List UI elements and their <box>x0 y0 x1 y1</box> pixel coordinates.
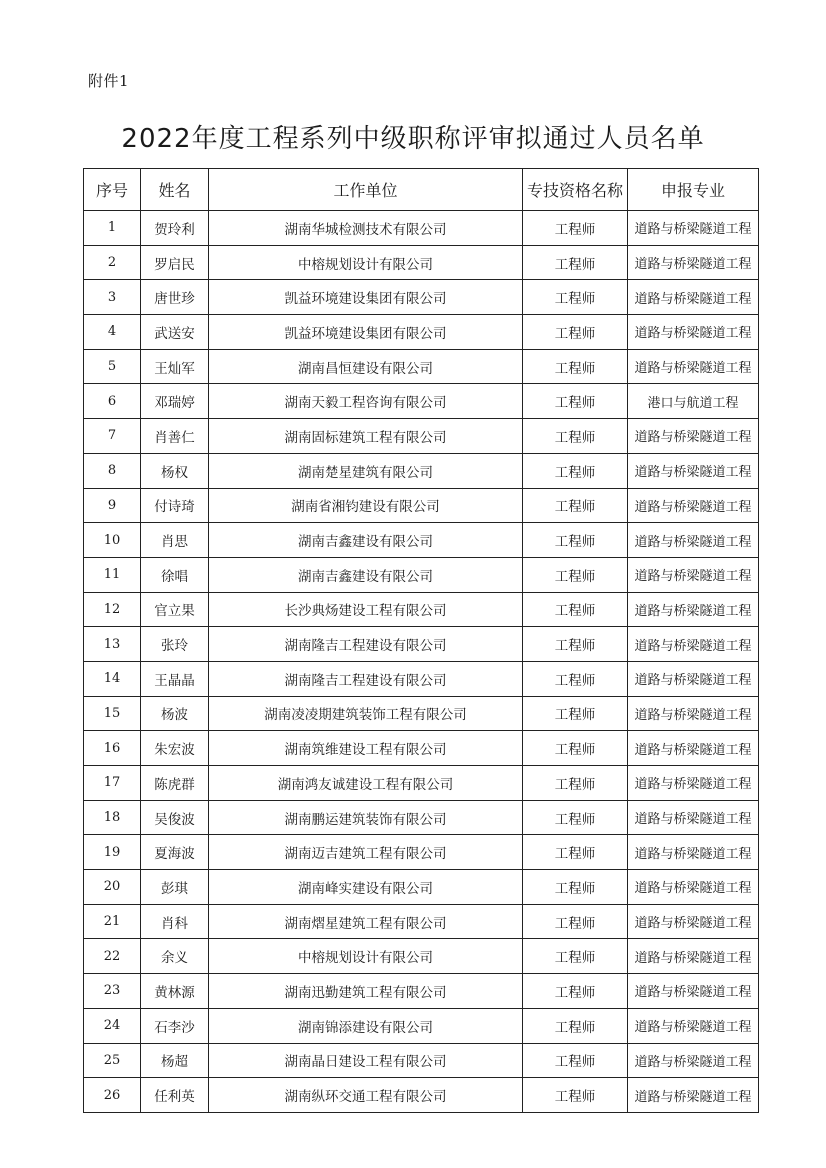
table-row <box>84 280 759 315</box>
cell-specialty: 道路与桥梁隧道工程 <box>628 766 759 801</box>
cell-specialty: 道路与桥梁隧道工程 <box>628 870 759 905</box>
cell-employer: 湖南固标建筑工程有限公司 <box>209 419 523 454</box>
table-header <box>84 169 759 211</box>
cell-qualification: 工程师 <box>523 488 628 523</box>
column-header-qualification: 专技资格名称 <box>523 169 628 211</box>
cell-employer: 湖南楚星建筑有限公司 <box>209 453 523 488</box>
cell-index: 12 <box>84 592 141 627</box>
table-row <box>84 974 759 1009</box>
cell-specialty: 道路与桥梁隧道工程 <box>628 419 759 454</box>
cell-name: 张玲 <box>141 627 209 662</box>
table-row <box>84 315 759 350</box>
table-row <box>84 557 759 592</box>
cell-qualification: 工程师 <box>523 766 628 801</box>
cell-index: 10 <box>84 523 141 558</box>
cell-specialty: 道路与桥梁隧道工程 <box>628 453 759 488</box>
cell-qualification: 工程师 <box>523 211 628 246</box>
cell-qualification: 工程师 <box>523 661 628 696</box>
cell-name: 王晶晶 <box>141 661 209 696</box>
cell-specialty: 道路与桥梁隧道工程 <box>628 1008 759 1043</box>
cell-specialty: 道路与桥梁隧道工程 <box>628 974 759 1009</box>
table-row <box>84 800 759 835</box>
table-row <box>84 453 759 488</box>
table-row <box>84 661 759 696</box>
table-row <box>84 419 759 454</box>
cell-name: 余义 <box>141 939 209 974</box>
cell-name: 杨超 <box>141 1043 209 1078</box>
cell-name: 徐唱 <box>141 557 209 592</box>
page-title: 2022年度工程系列中级职称评审拟通过人员名单 <box>121 124 705 154</box>
cell-name: 朱宏波 <box>141 731 209 766</box>
cell-qualification: 工程师 <box>523 627 628 662</box>
cell-specialty: 道路与桥梁隧道工程 <box>628 315 759 350</box>
cell-index: 18 <box>84 800 141 835</box>
cell-specialty: 道路与桥梁隧道工程 <box>628 939 759 974</box>
cell-name: 石李沙 <box>141 1008 209 1043</box>
cell-employer: 湖南峰实建设有限公司 <box>209 870 523 905</box>
cell-index: 6 <box>84 384 141 419</box>
table-row <box>84 731 759 766</box>
cell-employer: 湖南天毅工程咨询有限公司 <box>209 384 523 419</box>
table-row <box>84 384 759 419</box>
cell-name: 夏海波 <box>141 835 209 870</box>
cell-employer: 凯益环境建设集团有限公司 <box>209 280 523 315</box>
cell-name: 罗启民 <box>141 245 209 280</box>
cell-qualification: 工程师 <box>523 592 628 627</box>
cell-name: 彭琪 <box>141 870 209 905</box>
cell-qualification: 工程师 <box>523 835 628 870</box>
table-row <box>84 349 759 384</box>
cell-index: 26 <box>84 1078 141 1113</box>
column-header-index: 序号 <box>84 169 141 211</box>
cell-name: 付诗琦 <box>141 488 209 523</box>
cell-qualification: 工程师 <box>523 523 628 558</box>
cell-index: 3 <box>84 280 141 315</box>
cell-name: 贺玲利 <box>141 211 209 246</box>
cell-qualification: 工程师 <box>523 453 628 488</box>
cell-qualification: 工程师 <box>523 384 628 419</box>
cell-employer: 湖南迈吉建筑工程有限公司 <box>209 835 523 870</box>
cell-name: 官立果 <box>141 592 209 627</box>
table-row <box>84 211 759 246</box>
cell-employer: 湖南省湘钧建设有限公司 <box>209 488 523 523</box>
cell-index: 21 <box>84 904 141 939</box>
cell-specialty: 道路与桥梁隧道工程 <box>628 557 759 592</box>
cell-name: 王灿军 <box>141 349 209 384</box>
cell-specialty: 道路与桥梁隧道工程 <box>628 488 759 523</box>
cell-specialty: 道路与桥梁隧道工程 <box>628 661 759 696</box>
cell-employer: 湖南鸿友诚建设工程有限公司 <box>209 766 523 801</box>
cell-index: 22 <box>84 939 141 974</box>
cell-employer: 湖南熠星建筑工程有限公司 <box>209 904 523 939</box>
cell-specialty: 道路与桥梁隧道工程 <box>628 696 759 731</box>
cell-name: 杨波 <box>141 696 209 731</box>
cell-name: 肖善仁 <box>141 419 209 454</box>
cell-qualification: 工程师 <box>523 696 628 731</box>
cell-index: 7 <box>84 419 141 454</box>
column-header-specialty: 申报专业 <box>628 169 759 211</box>
cell-name: 肖科 <box>141 904 209 939</box>
cell-specialty: 道路与桥梁隧道工程 <box>628 835 759 870</box>
cell-employer: 湖南吉鑫建设有限公司 <box>209 523 523 558</box>
cell-qualification: 工程师 <box>523 870 628 905</box>
cell-index: 5 <box>84 349 141 384</box>
table-body <box>84 211 759 1113</box>
cell-specialty: 道路与桥梁隧道工程 <box>628 1043 759 1078</box>
cell-index: 23 <box>84 974 141 1009</box>
cell-index: 25 <box>84 1043 141 1078</box>
table-row <box>84 939 759 974</box>
cell-employer: 湖南吉鑫建设有限公司 <box>209 557 523 592</box>
cell-index: 9 <box>84 488 141 523</box>
cell-qualification: 工程师 <box>523 904 628 939</box>
cell-name: 唐世珍 <box>141 280 209 315</box>
cell-employer: 凯益环境建设集团有限公司 <box>209 315 523 350</box>
cell-employer: 长沙典炀建设工程有限公司 <box>209 592 523 627</box>
cell-specialty: 港口与航道工程 <box>628 384 759 419</box>
table-row <box>84 1043 759 1078</box>
cell-qualification: 工程师 <box>523 974 628 1009</box>
cell-employer: 湖南鹏运建筑装饰有限公司 <box>209 800 523 835</box>
cell-specialty: 道路与桥梁隧道工程 <box>628 523 759 558</box>
cell-employer: 湖南纵环交通工程有限公司 <box>209 1078 523 1113</box>
table-row <box>84 245 759 280</box>
cell-index: 19 <box>84 835 141 870</box>
cell-qualification: 工程师 <box>523 1043 628 1078</box>
cell-employer: 湖南锦添建设有限公司 <box>209 1008 523 1043</box>
cell-name: 杨权 <box>141 453 209 488</box>
cell-index: 8 <box>84 453 141 488</box>
cell-index: 17 <box>84 766 141 801</box>
cell-qualification: 工程师 <box>523 1008 628 1043</box>
cell-qualification: 工程师 <box>523 731 628 766</box>
cell-name: 武送安 <box>141 315 209 350</box>
column-header-employer: 工作单位 <box>209 169 523 211</box>
attachment-label: 附件1 <box>88 72 130 90</box>
header-row <box>84 169 759 211</box>
cell-qualification: 工程师 <box>523 800 628 835</box>
table-row <box>84 870 759 905</box>
cell-name: 任利英 <box>141 1078 209 1113</box>
cell-employer: 湖南隆吉工程建设有限公司 <box>209 661 523 696</box>
table-row <box>84 488 759 523</box>
cell-name: 吴俊波 <box>141 800 209 835</box>
table-row <box>84 835 759 870</box>
table-row <box>84 766 759 801</box>
cell-employer: 湖南凌凌期建筑装饰工程有限公司 <box>209 696 523 731</box>
table-row <box>84 1008 759 1043</box>
cell-specialty: 道路与桥梁隧道工程 <box>628 904 759 939</box>
cell-index: 13 <box>84 627 141 662</box>
cell-employer: 湖南晶日建设工程有限公司 <box>209 1043 523 1078</box>
cell-employer: 湖南昌恒建设有限公司 <box>209 349 523 384</box>
table-row <box>84 523 759 558</box>
cell-employer: 中榕规划设计有限公司 <box>209 245 523 280</box>
cell-specialty: 道路与桥梁隧道工程 <box>628 800 759 835</box>
cell-qualification: 工程师 <box>523 419 628 454</box>
cell-name: 肖思 <box>141 523 209 558</box>
column-header-name: 姓名 <box>141 169 209 211</box>
cell-index: 16 <box>84 731 141 766</box>
cell-specialty: 道路与桥梁隧道工程 <box>628 731 759 766</box>
cell-name: 邓瑞婷 <box>141 384 209 419</box>
cell-index: 14 <box>84 661 141 696</box>
cell-specialty: 道路与桥梁隧道工程 <box>628 245 759 280</box>
cell-specialty: 道路与桥梁隧道工程 <box>628 349 759 384</box>
cell-employer: 湖南隆吉工程建设有限公司 <box>209 627 523 662</box>
cell-specialty: 道路与桥梁隧道工程 <box>628 280 759 315</box>
cell-index: 4 <box>84 315 141 350</box>
cell-employer: 湖南筑维建设工程有限公司 <box>209 731 523 766</box>
cell-index: 2 <box>84 245 141 280</box>
table-row <box>84 696 759 731</box>
cell-index: 20 <box>84 870 141 905</box>
cell-employer: 湖南华城检测技术有限公司 <box>209 211 523 246</box>
cell-index: 11 <box>84 557 141 592</box>
cell-qualification: 工程师 <box>523 349 628 384</box>
cell-employer: 湖南迅勤建筑工程有限公司 <box>209 974 523 1009</box>
cell-qualification: 工程师 <box>523 280 628 315</box>
cell-qualification: 工程师 <box>523 1078 628 1113</box>
cell-index: 24 <box>84 1008 141 1043</box>
cell-name: 陈虎群 <box>141 766 209 801</box>
cell-specialty: 道路与桥梁隧道工程 <box>628 592 759 627</box>
table-row <box>84 1078 759 1113</box>
cell-specialty: 道路与桥梁隧道工程 <box>628 211 759 246</box>
cell-index: 15 <box>84 696 141 731</box>
cell-qualification: 工程师 <box>523 245 628 280</box>
cell-name: 黄林源 <box>141 974 209 1009</box>
table-row <box>84 904 759 939</box>
cell-specialty: 道路与桥梁隧道工程 <box>628 1078 759 1113</box>
personnel-table <box>83 168 759 1113</box>
cell-specialty: 道路与桥梁隧道工程 <box>628 627 759 662</box>
cell-qualification: 工程师 <box>523 557 628 592</box>
cell-employer: 中榕规划设计有限公司 <box>209 939 523 974</box>
table-row <box>84 627 759 662</box>
cell-qualification: 工程师 <box>523 315 628 350</box>
table-row <box>84 592 759 627</box>
cell-qualification: 工程师 <box>523 939 628 974</box>
cell-index: 1 <box>84 211 141 246</box>
